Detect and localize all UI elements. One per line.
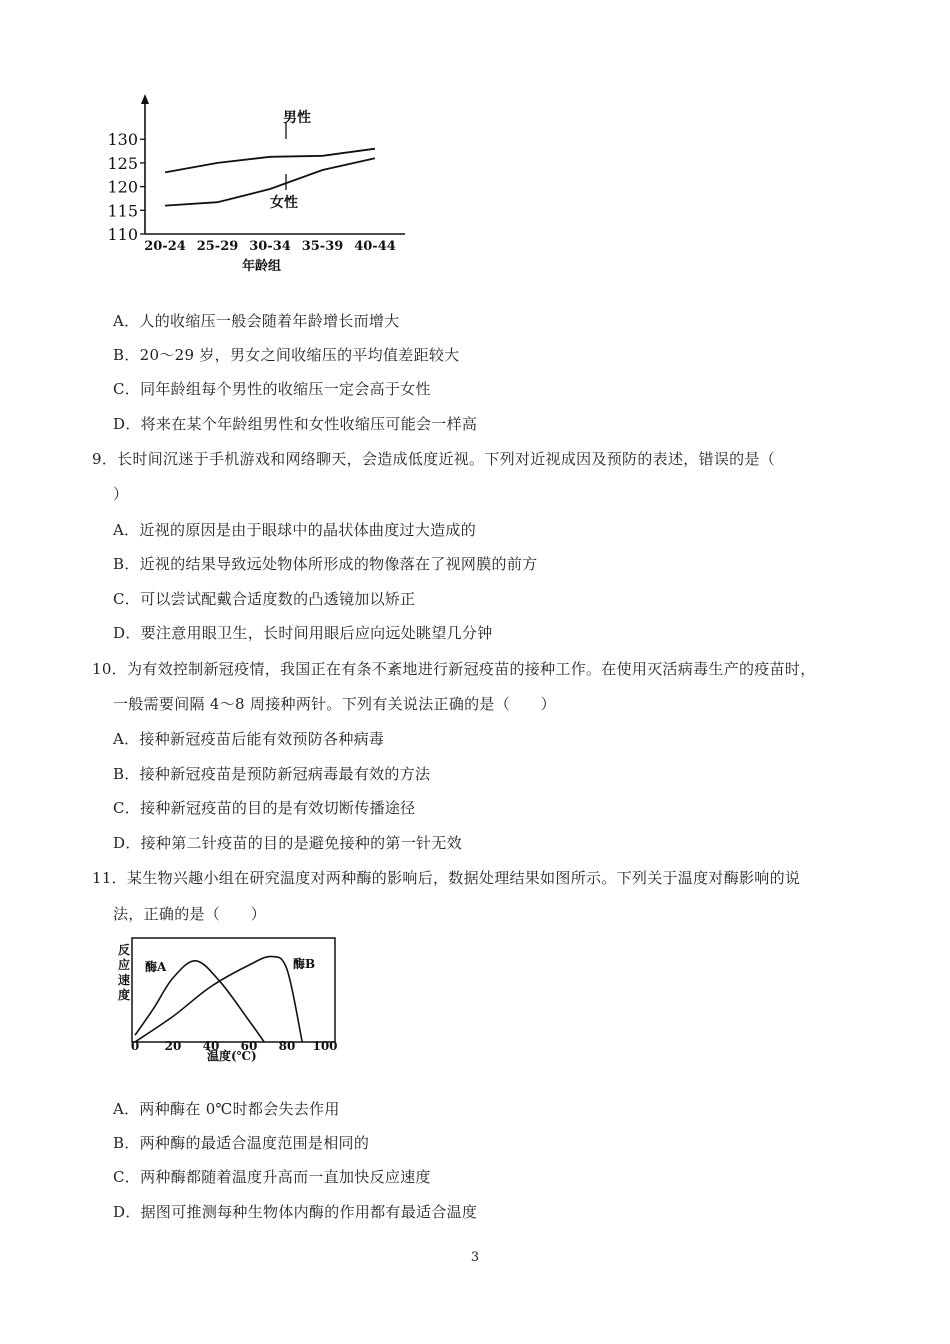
y-axis-label-3: 速 — [118, 973, 131, 987]
male-label: 男性 — [283, 110, 311, 126]
q8-option-c: C．同年龄组每个男性的收缩压一定会高于女性 — [113, 380, 431, 398]
q9-option-c: C．可以尝试配戴合适度数的凸透镜加以矫正 — [113, 590, 416, 608]
q9-option-a: A．近视的原因是由于眼球中的晶状体曲度过大造成的 — [113, 521, 477, 539]
x-tick-label: 40-44 — [354, 239, 396, 254]
y-tick-label: 125 — [107, 153, 138, 173]
q8-option-b: B．20～29 岁，男女之间收缩压的平均值差距较大 — [113, 346, 460, 364]
blood-pressure-chart — [100, 92, 420, 277]
y-axis-label-4: 度 — [118, 988, 131, 1002]
male-series-line — [165, 149, 375, 173]
x-tick-label: 20 — [164, 1039, 182, 1053]
q11-option-c: C．两种酶都随着温度升高而一直加快反应速度 — [113, 1168, 431, 1186]
q11-stem-line2: 法，正确的是（ ） — [113, 905, 267, 923]
q10-option-b: B．接种新冠疫苗是预防新冠病毒最有效的方法 — [113, 765, 431, 783]
x-tick-label: 40 — [202, 1039, 220, 1053]
x-tick-label: 0 — [130, 1039, 140, 1053]
q10-stem-line2: 一般需要间隔 4～8 周接种两针。下列有关说法正确的是（ ） — [113, 695, 556, 713]
enzyme-b-label: 酶B — [293, 957, 316, 971]
y-tick-label: 110 — [107, 225, 138, 244]
y-tick-label: 120 — [107, 177, 138, 197]
enzyme-a-label: 酶A — [145, 960, 167, 974]
q9-stem-line1: 9．长时间沉迷于手机游戏和网络聊天，会造成低度近视。下列对近视成因及预防的表述，错误的是（ — [92, 450, 776, 468]
q11-option-d: D．据图可推测每种生物体内酶的作用都有最适合温度 — [113, 1203, 478, 1221]
q9-option-d: D．要注意用眼卫生，长时间用眼后应向远处眺望几分钟 — [113, 624, 493, 642]
x-tick-label: 80 — [278, 1039, 296, 1053]
x-tick-label: 20-24 — [144, 239, 186, 254]
y-axis-label-1: 反 — [118, 943, 131, 957]
q9-option-b: B．近视的结果导致远处物体所形成的物像落在了视网膜的前方 — [113, 555, 538, 573]
enzyme-chart — [110, 936, 350, 1064]
q10-option-c: C．接种新冠疫苗的目的是有效切断传播途径 — [113, 799, 416, 817]
page-number: 3 — [470, 1250, 480, 1265]
q11-stem-line1: 11．某生物兴趣小组在研究温度对两种酶的影响后，数据处理结果如图所示。下列关于温度对酶影响的说 — [92, 869, 801, 887]
female-label: 女性 — [270, 195, 298, 211]
q10-option-a: A．接种新冠疫苗后能有效预防各种病毒 — [113, 730, 385, 748]
x-tick-label: 25-29 — [196, 239, 239, 254]
q11-option-b: B．两种酶的最适合温度范围是相同的 — [113, 1134, 370, 1152]
y-tick-label: 130 — [107, 130, 138, 150]
x-tick-label: 35-39 — [301, 239, 344, 254]
q8-option-a: A．人的收缩压一般会随着年龄增长而增大 — [113, 312, 400, 330]
y-tick-label: 115 — [107, 201, 138, 221]
q8-option-d: D．将来在某个年龄组男性和女性收缩压可能会一样高 — [113, 415, 478, 433]
q10-option-d: D．接种第二针疫苗的目的是避免接种的第一针无效 — [113, 834, 462, 852]
q9-stem-line2: ） — [113, 485, 129, 503]
x-tick-label: 30-34 — [249, 239, 291, 254]
x-tick-label: 100 — [312, 1039, 338, 1053]
q10-stem-line1: 10．为有效控制新冠疫情，我国正在有条不紊地进行新冠疫苗的接种工作。在使用灭活病毒生产的疫苗时， — [92, 660, 816, 678]
x-tick-label: 60 — [240, 1039, 258, 1053]
q11-option-a: A．两种酶在 0℃时都会失去作用 — [113, 1100, 340, 1118]
x-axis-label: 年龄组 — [242, 259, 282, 274]
y-axis-label-2: 应 — [118, 958, 131, 972]
x-axis-label: 温度(℃) — [207, 1049, 257, 1063]
